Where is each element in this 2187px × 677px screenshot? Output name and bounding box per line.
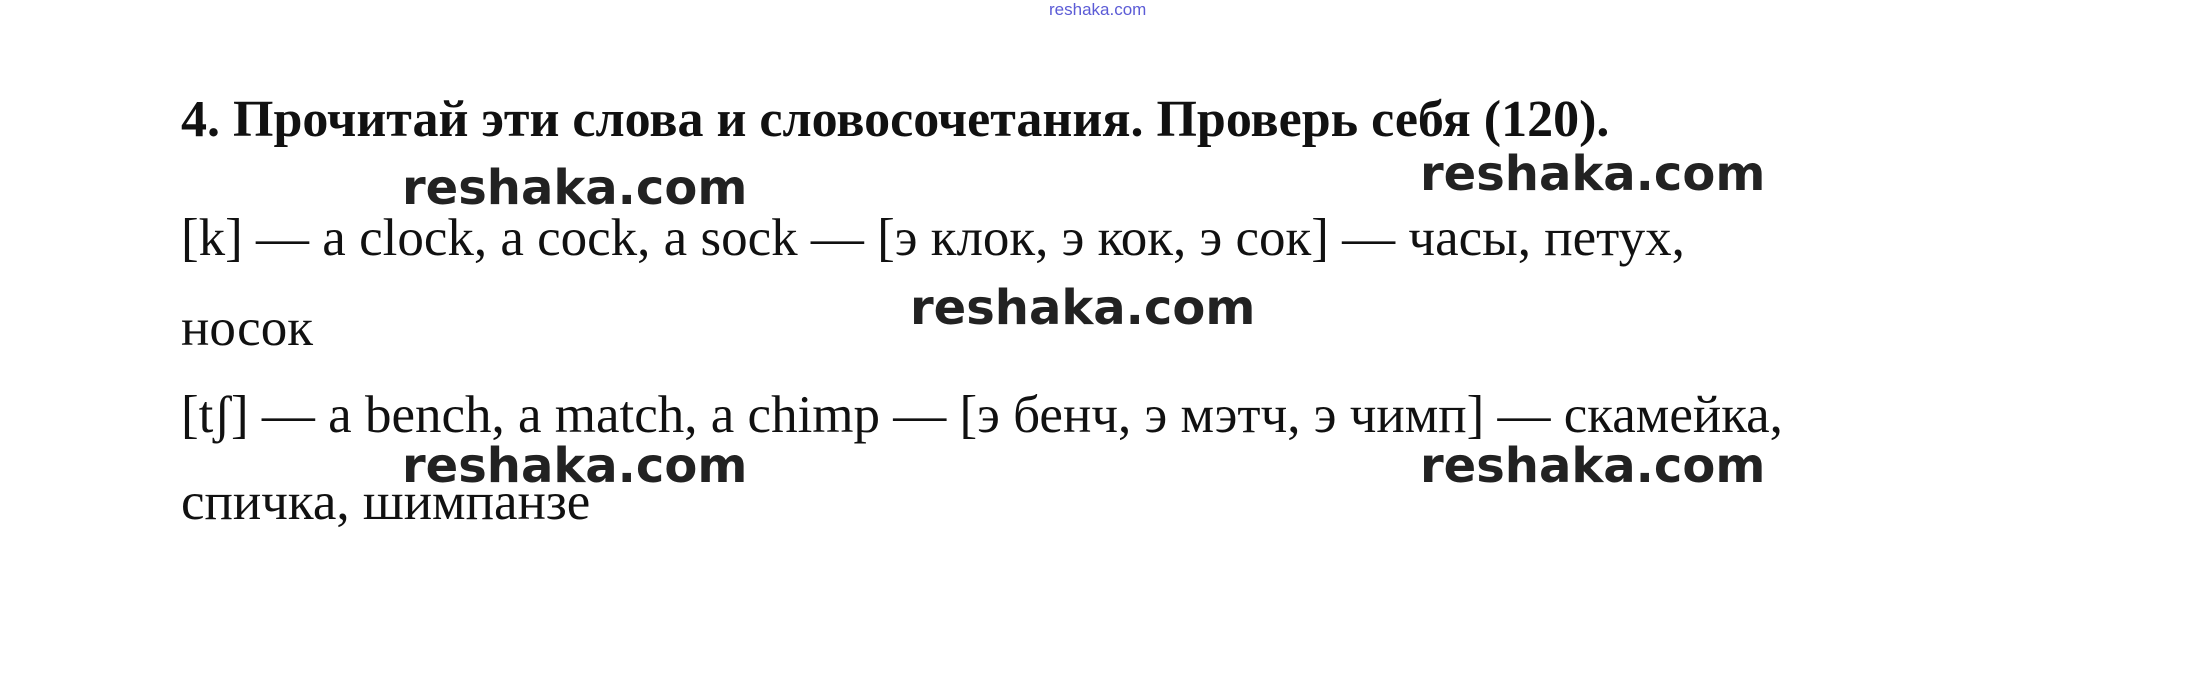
watermark: reshaka.com <box>1420 438 1766 494</box>
exercise-line-k-sound: [k] — a clock, a cock, a sock — [э клок, э кок, э сок] — часы, петух, <box>181 209 1685 267</box>
watermark: reshaka.com <box>402 160 748 216</box>
watermark: reshaka.com <box>910 280 1256 336</box>
site-watermark-top: reshaka.com <box>1049 0 1147 19</box>
exercise-line-k-sound-continued: носок <box>181 299 313 357</box>
exercise-line-tsh-sound: [tʃ] — a bench, a match, a chimp — [э бенч, э мэтч, э чимп] — скамейка, <box>181 386 1783 444</box>
exercise-title: 4. Прочитай эти слова и словосочетания. Проверь себя (120). <box>181 91 1610 148</box>
watermark: reshaka.com <box>402 438 748 494</box>
exercise-line-tsh-sound-continued: спичка, шимпанзе <box>181 473 591 531</box>
watermark: reshaka.com <box>1420 146 1766 202</box>
